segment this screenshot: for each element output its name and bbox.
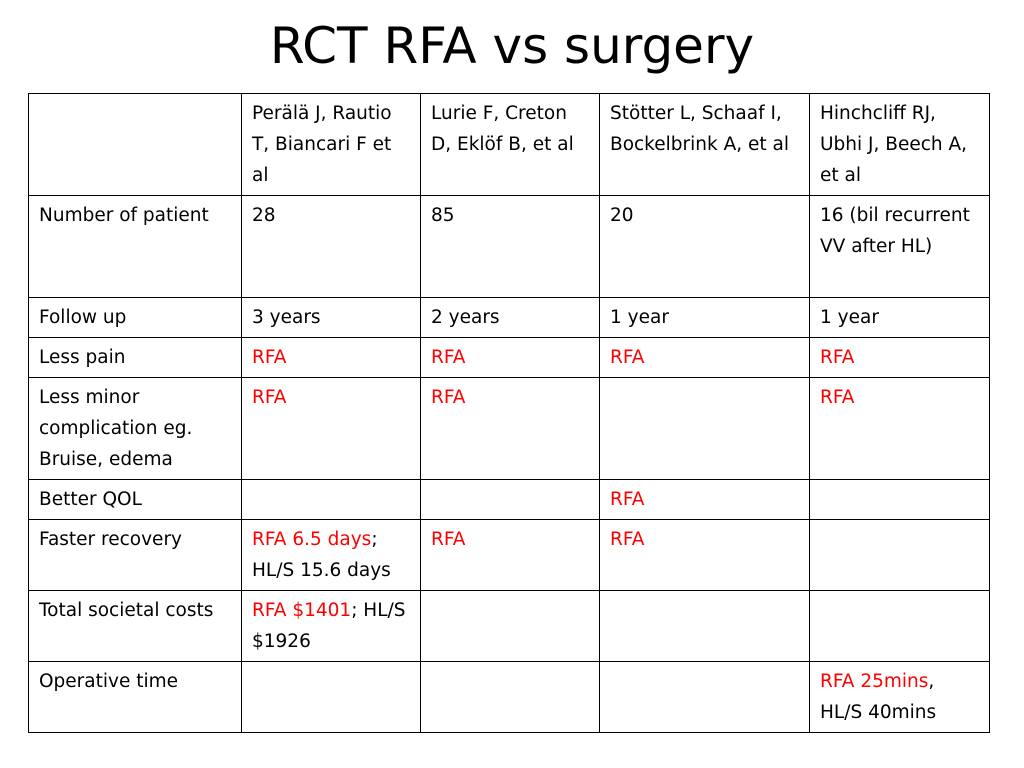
table-cell <box>810 196 990 298</box>
cell-text: 28 <box>252 205 276 226</box>
table-row <box>29 298 990 338</box>
rfa-result: RFA <box>431 347 466 368</box>
table-cell <box>242 196 421 298</box>
table-cell <box>600 480 810 520</box>
cell-text: , HL/S 40mins <box>820 671 937 723</box>
table-cell <box>242 591 421 662</box>
study-header-cell: Perälä J, Rautio T, Biancari F et al <box>242 94 421 196</box>
rfa-result: RFA <box>431 529 466 550</box>
table-cell <box>421 378 600 480</box>
table-row <box>29 338 990 378</box>
header-row <box>29 94 990 196</box>
cell-text: 3 years <box>252 307 321 328</box>
row-label: Follow up <box>29 298 242 338</box>
rfa-result: RFA <box>610 489 645 510</box>
rfa-result: RFA <box>610 529 645 550</box>
table-cell <box>421 338 600 378</box>
study-header-cell: Stötter L, Schaaf I, Bockelbrink A, et al <box>600 94 810 196</box>
table-cell <box>421 196 600 298</box>
table-cell <box>242 520 421 591</box>
table-cell <box>810 378 990 480</box>
table-cell <box>600 520 810 591</box>
rfa-result: RFA <box>252 347 287 368</box>
row-label: Operative time <box>29 662 242 733</box>
rfa-result: RFA <box>820 347 855 368</box>
cell-text: 1 year <box>610 307 669 328</box>
cell-text: 2 years <box>431 307 500 328</box>
comparison-table <box>28 93 990 733</box>
table-cell <box>600 298 810 338</box>
table-cell <box>600 662 810 733</box>
table-cell <box>810 298 990 338</box>
table-cell <box>810 480 990 520</box>
rfa-result: RFA $1401 <box>252 600 352 621</box>
cell-text: 16 (bil recurrent VV after HL) <box>820 205 970 257</box>
row-label: Number of patient <box>29 196 242 298</box>
row-label: Less pain <box>29 338 242 378</box>
cell-text: 85 <box>431 205 455 226</box>
table-row <box>29 591 990 662</box>
table-cell <box>600 338 810 378</box>
table-cell <box>421 662 600 733</box>
table-cell <box>242 480 421 520</box>
cell-text: ; HL/S 15.6 days <box>252 529 391 581</box>
table-cell <box>242 378 421 480</box>
cell-text: 20 <box>610 205 634 226</box>
rfa-result: RFA 25mins <box>820 671 929 692</box>
table-cell <box>810 662 990 733</box>
rfa-result: RFA 6.5 days <box>252 529 372 550</box>
corner-cell <box>29 94 242 196</box>
table-cell <box>421 298 600 338</box>
cell-text: 1 year <box>820 307 879 328</box>
table-row <box>29 662 990 733</box>
rfa-result: RFA <box>610 347 645 368</box>
rfa-result: RFA <box>431 387 466 408</box>
row-label: Total societal costs <box>29 591 242 662</box>
rfa-result: RFA <box>820 387 855 408</box>
table-row <box>29 480 990 520</box>
table-cell <box>600 591 810 662</box>
study-header-cell: Hinchcliff RJ, Ubhi J, Beech A, et al <box>810 94 990 196</box>
table-cell <box>810 591 990 662</box>
table-cell <box>421 520 600 591</box>
table-row <box>29 196 990 298</box>
table-cell <box>810 338 990 378</box>
table-cell <box>421 480 600 520</box>
row-label: Less minor complication eg. Bruise, edema <box>29 378 242 480</box>
slide-title: RCT RFA vs surgery <box>269 17 755 75</box>
rfa-result: RFA <box>252 387 287 408</box>
table-cell <box>600 378 810 480</box>
study-header-cell: Lurie F, Creton D, Eklöf B, et al <box>421 94 600 196</box>
table-cell <box>242 662 421 733</box>
cell-text: ; HL/S $1926 <box>252 600 406 652</box>
table-cell <box>600 196 810 298</box>
table-cell <box>421 591 600 662</box>
table-row <box>29 520 990 591</box>
row-label: Better QOL <box>29 480 242 520</box>
table-cell <box>242 298 421 338</box>
table-row <box>29 378 990 480</box>
row-label: Faster recovery <box>29 520 242 591</box>
table-cell <box>242 338 421 378</box>
table-cell <box>810 520 990 591</box>
